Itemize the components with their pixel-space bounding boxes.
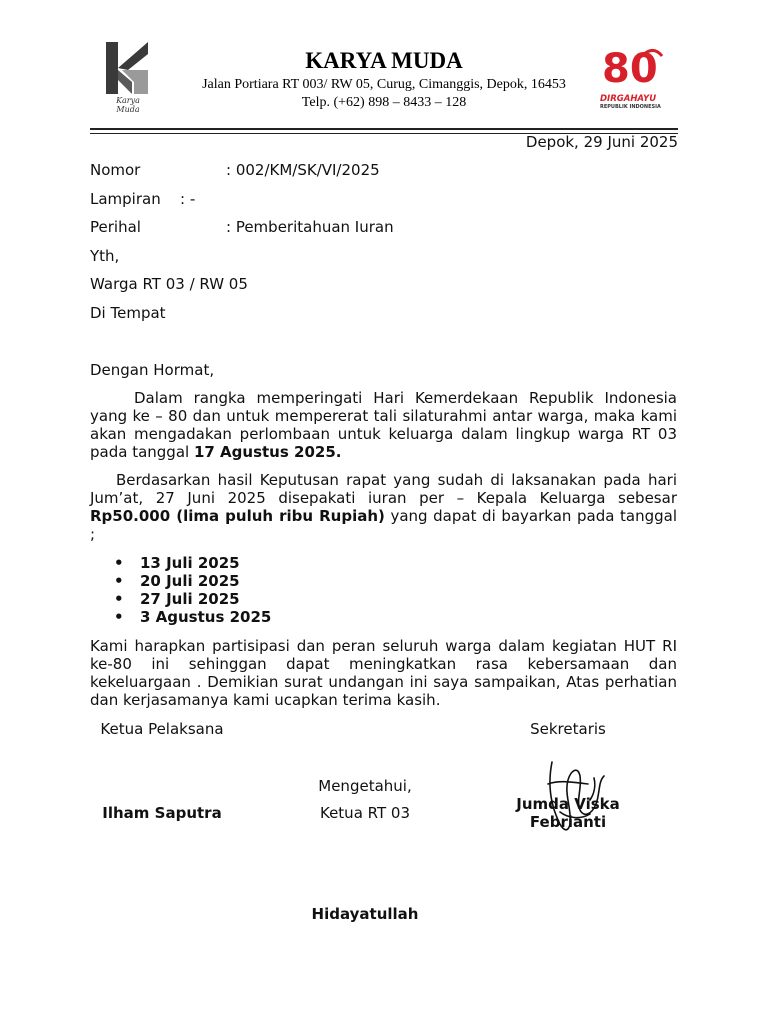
secretary-title: Sekretaris: [530, 720, 606, 738]
rt-name: Hidayatullah: [311, 905, 419, 923]
chair-title: Ketua Pelaksana: [100, 720, 224, 738]
letter-date: Depok, 29 Juni 2025: [525, 133, 678, 151]
recipient-salutation: Yth,: [90, 247, 120, 265]
chair-name: Ilham Saputra: [102, 804, 222, 822]
lampiran-label: Lampiran: [90, 190, 161, 208]
perihal-label: Perihal: [90, 218, 141, 236]
logo-subtitle: REPUBLIK INDONESIA: [600, 104, 661, 110]
event-date: 17 Agustus 2025.: [193, 443, 342, 461]
lampiran-row: [90, 190, 196, 208]
fee-amount: Rp50.000 (lima puluh ribu Rupiah): [90, 507, 385, 525]
logo-title: DIRGAHAYU: [600, 94, 657, 104]
recipient-name: Warga RT 03 / RW 05: [90, 275, 248, 293]
list-item: • 3 Agustus 2025: [112, 608, 271, 626]
payment-dates-list: [112, 554, 271, 626]
paragraph-3: Kami harapkan partisipasi dan peran seluruh warga dalam kegiatan HUT RI ke-80 ini sehinggan dapat meningkatkan rasa kebersamaan dan kekeluargaan . Demikian surat undangan ini saya sampaikan, Atas perhatian dan kerjasamanya kami ucapkan terima kasih.: [90, 637, 677, 709]
greeting: Dengan Hormat,: [90, 361, 215, 379]
header-rule: [90, 128, 678, 130]
org-phone: Telp. (+62) 898 – 8433 – 128: [301, 95, 467, 110]
secretary-name-last: Febrianti: [529, 813, 607, 831]
acknowledged-label: Mengetahui,: [318, 777, 412, 795]
nomor-row: [90, 161, 380, 179]
hut-ri-80-logo-icon: [594, 38, 670, 112]
paragraph-2-text-end: yang dapat di bayarkan pada tanggal ;: [90, 507, 677, 543]
nomor-value: : 002/KM/SK/VI/2025: [226, 161, 380, 179]
recipient-place: Di Tempat: [90, 304, 166, 322]
list-item: • 27 Juli 2025: [112, 590, 271, 608]
paragraph-2-text: Berdasarkan hasil Keputusan rapat yang sudah di laksanakan pada hari Jum’at, 27 Juni 2025 disepakati iuran per – Kepala Keluarga sebesar: [90, 471, 677, 507]
secretary-name-first: Jumda Viska: [516, 795, 620, 813]
list-item: • 20 Juli 2025: [112, 572, 271, 590]
paragraph-1: [90, 389, 677, 461]
paragraph-1-text: Dalam rangka memperingati Hari Kemerdekaan Republik Indonesia yang ke – 80 dan untuk mempererat tali silaturahmi antar warga, maka kami akan mengadakan perlombaan untuk keluarga dalam lingkup warga RT 03 pada tanggal: [90, 389, 677, 461]
nomor-label: Nomor: [90, 161, 141, 179]
logo-number: 80: [602, 46, 658, 92]
org-name: KARYA MUDA: [305, 48, 463, 73]
perihal-value: : Pemberitahuan Iuran: [226, 218, 394, 236]
logo-caption: Karya Muda: [116, 96, 140, 114]
perihal-row: [90, 218, 394, 236]
karya-muda-logo-icon: [104, 40, 152, 112]
rt-title: Ketua RT 03: [319, 804, 410, 822]
list-item: • 13 Juli 2025: [112, 554, 271, 572]
paragraph-2: [90, 471, 677, 543]
lampiran-value: : -: [180, 190, 196, 208]
org-address: Jalan Portiara RT 003/ RW 05, Curug, Cimanggis, Depok, 16453: [202, 77, 566, 92]
